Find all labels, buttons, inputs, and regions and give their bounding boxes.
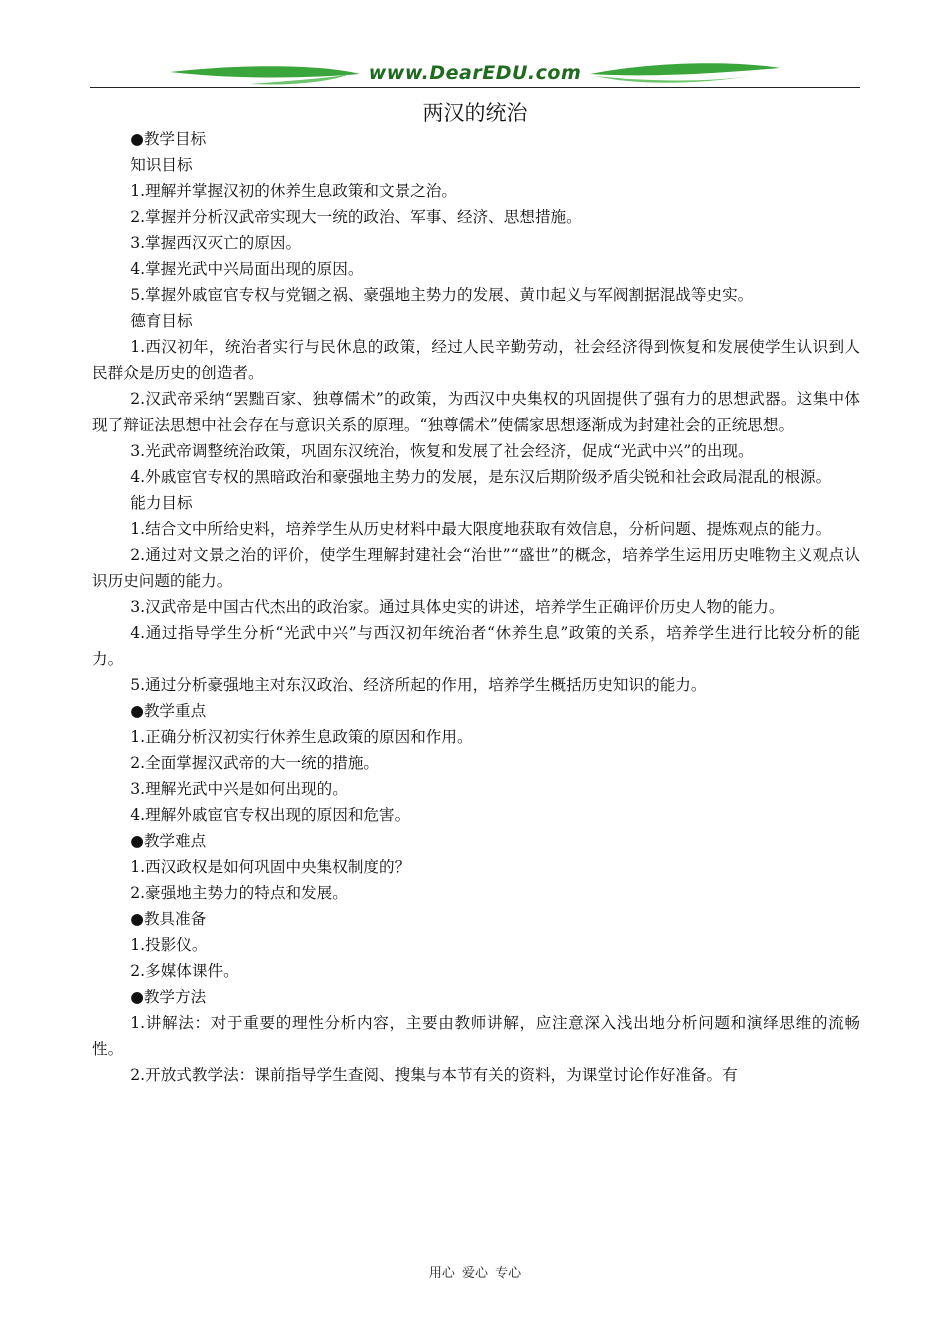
paragraph: 2.多媒体课件。 (130, 962, 239, 980)
subsection-heading: 知识目标 (130, 156, 193, 174)
paragraph: 1.结合文中所给史料，培养学生从历史材料中最大限度地获取有效信息，分析问题、提炼观点的能力。 (130, 520, 832, 538)
paragraph: 1.投影仪。 (130, 936, 208, 954)
paragraph: 2.通过对文景之治的评价，使学生理解封建社会“治世”“盛世”的概念，培养学生运用历史唯物主义观点认识历史问题的能力。 (92, 546, 860, 590)
paragraph: 5.通过分析豪强地主对东汉政治、经济所起的作用，培养学生概括历史知识的能力。 (130, 676, 707, 694)
paragraph: 1.讲解法：对于重要的理性分析内容，主要由教师讲解，应注意深入浅出地分析问题和演绎思维的流畅性。 (92, 1014, 860, 1058)
paragraph: 3.光武帝调整统治政策，巩固东汉统治，恢复和发展了社会经济，促成“光武中兴”的出现。 (130, 442, 754, 460)
paragraph: 2.全面掌握汉武帝的大一统的措施。 (130, 754, 380, 772)
header-rule (90, 87, 860, 88)
section-heading: ●教学方法 (130, 988, 207, 1006)
paragraph: 3.汉武帝是中国古代杰出的政治家。通过具体史实的讲述，培养学生正确评价历史人物的能力。 (130, 598, 785, 616)
paragraph: 2.掌握并分析汉武帝实现大一统的政治、军事、经济、思想措施。 (130, 208, 582, 226)
section-heading: ●教学目标 (130, 130, 207, 148)
document-body (92, 126, 860, 1088)
section-heading: ●教学难点 (130, 832, 207, 850)
paragraph: 4.理解外戚宦官专权出现的原因和危害。 (130, 806, 411, 824)
subsection-heading: 德育目标 (130, 312, 193, 330)
paragraph: 1.西汉初年，统治者实行与民休息的政策，经过人民辛勤劳动，社会经济得到恢复和发展使学生认识到人民群众是历史的创造者。 (92, 338, 860, 382)
paragraph: 2.开放式教学法：课前指导学生查阅、搜集与本节有关的资料，为课堂讨论作好准备。有 (130, 1066, 738, 1084)
paragraph: 5.掌握外戚宦官专权与党锢之祸、豪强地主势力的发展、黄巾起义与军阀割据混战等史实。 (130, 286, 754, 304)
paragraph: 4.通过指导学生分析“光武中兴”与西汉初年统治者“休养生息”政策的关系，培养学生进行比较分析的能力。 (92, 624, 860, 668)
paragraph: 3.理解光武中兴是如何出现的。 (130, 780, 348, 798)
section-heading: ●教学重点 (130, 702, 207, 720)
paragraph: 1.正确分析汉初实行休养生息政策的原因和作用。 (130, 728, 473, 746)
paragraph: 4.掌握光武中兴局面出现的原因。 (130, 260, 364, 278)
paragraph: 2.豪强地主势力的特点和发展。 (130, 884, 348, 902)
paragraph: 3.掌握西汉灭亡的原因。 (130, 234, 302, 252)
paragraph: 2.汉武帝采纳“罢黜百家、独尊儒术”的政策，为西汉中央集权的巩固提供了强有力的思想武器。这集中体现了辩证法思想中社会存在与意识关系的原理。“独尊儒术”使儒家思想逐渐成为封建社会的正统思想。 (92, 390, 860, 434)
site-logo-text: www.DearEDU.com (368, 62, 582, 84)
paragraph: 4.外戚宦官专权的黑暗政治和豪强地主势力的发展，是东汉后期阶级矛盾尖锐和社会政局混乱的根源。 (130, 468, 832, 486)
subsection-heading: 能力目标 (130, 494, 193, 512)
paragraph: 1.理解并掌握汉初的休养生息政策和文景之治。 (130, 182, 457, 200)
document-title: 两汉的统治 (422, 101, 528, 125)
page-footer: 用心 爱心 专心 (428, 1266, 522, 1281)
section-heading: ●教具准备 (130, 910, 207, 928)
paragraph: 1.西汉政权是如何巩固中央集权制度的？ (130, 858, 411, 876)
